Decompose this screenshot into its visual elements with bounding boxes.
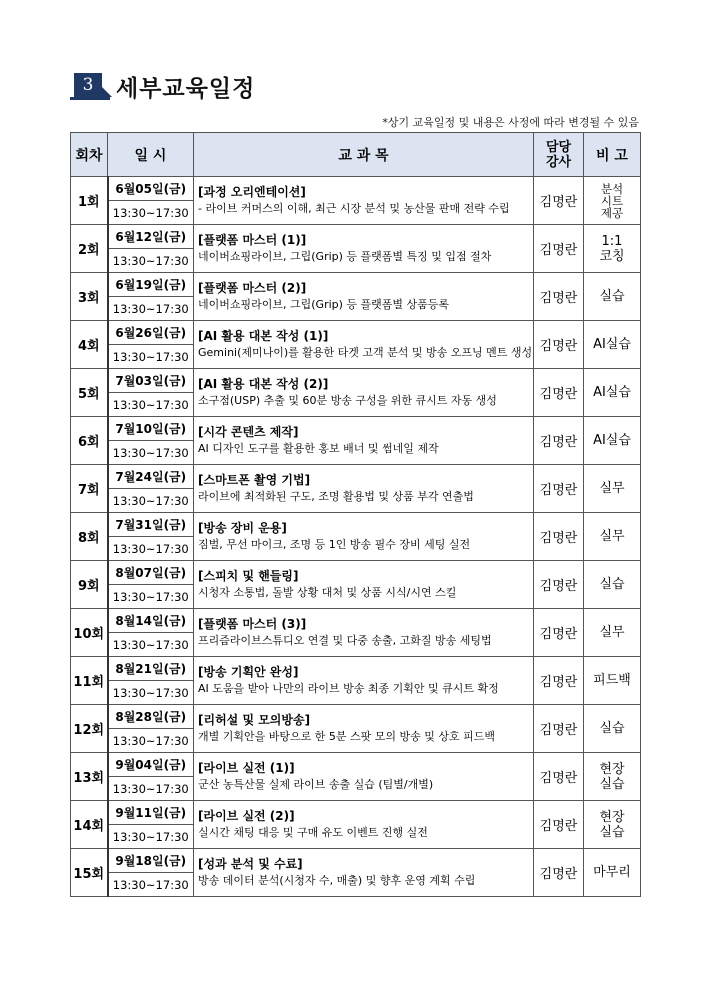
table-row xyxy=(71,177,641,201)
session-content xyxy=(194,609,534,657)
session-desc: 실시간 채팅 대응 및 구매 유도 이벤트 진행 실전 xyxy=(198,826,428,839)
session-date: 8월21일(금) xyxy=(108,657,194,681)
session-remark: 실습 xyxy=(584,273,641,321)
session-time: 13:30~17:30 xyxy=(108,777,194,801)
session-lecturer: 김명란 xyxy=(534,465,584,513)
table-row xyxy=(71,321,641,345)
session-date: 9월11일(금) xyxy=(108,801,194,825)
session-desc: 소구점(USP) 추출 및 60분 방송 구성을 위한 큐시트 자동 생성 xyxy=(198,394,497,407)
session-lecturer: 김명란 xyxy=(534,513,584,561)
session-time: 13:30~17:30 xyxy=(108,201,194,225)
session-lecturer: 김명란 xyxy=(534,801,584,849)
table-row xyxy=(71,705,641,729)
session-content xyxy=(194,321,534,369)
session-remark: 실무 xyxy=(584,513,641,561)
session-desc: 프리즘라이브스튜디오 연결 및 다중 송출, 고화질 방송 세팅법 xyxy=(198,634,492,647)
session-date: 6월19일(금) xyxy=(108,273,194,297)
session-time: 13:30~17:30 xyxy=(108,873,194,897)
session-title: [성과 분석 및 수료] xyxy=(198,857,303,871)
schedule-body xyxy=(71,177,641,897)
session-date: 9월18일(금) xyxy=(108,849,194,873)
session-lecturer: 김명란 xyxy=(534,225,584,273)
session-title: [스피치 및 핸들링] xyxy=(198,569,299,583)
session-content xyxy=(194,177,534,225)
session-date: 7월03일(금) xyxy=(108,369,194,393)
session-desc: 네이버쇼핑라이브, 그립(Grip) 등 플랫폼별 상품등록 xyxy=(198,298,450,311)
session-desc: 네이버쇼핑라이브, 그립(Grip) 등 플랫폼별 특징 및 입점 절차 xyxy=(198,250,492,263)
session-content xyxy=(194,273,534,321)
session-round: 9회 xyxy=(71,561,108,609)
session-lecturer: 김명란 xyxy=(534,177,584,225)
session-date: 6월12일(금) xyxy=(108,225,194,249)
table-row xyxy=(71,465,641,489)
session-round: 4회 xyxy=(71,321,108,369)
session-time: 13:30~17:30 xyxy=(108,825,194,849)
session-lecturer: 김명란 xyxy=(534,849,584,897)
session-desc: Gemini(제미나이)를 활용한 타겟 고객 분석 및 방송 오프닝 멘트 생성 xyxy=(198,346,533,359)
session-time: 13:30~17:30 xyxy=(108,297,194,321)
session-remark: 실무 xyxy=(584,609,641,657)
session-round: 15회 xyxy=(71,849,108,897)
session-remark: 피드백 xyxy=(584,657,641,705)
session-round: 6회 xyxy=(71,417,108,465)
session-round: 10회 xyxy=(71,609,108,657)
session-title: [시각 콘텐츠 제작] xyxy=(198,425,299,439)
session-lecturer: 김명란 xyxy=(534,273,584,321)
header-lecturer-line1: 담당 xyxy=(545,139,572,155)
header-lecturer xyxy=(534,133,584,177)
session-lecturer: 김명란 xyxy=(534,753,584,801)
session-time: 13:30~17:30 xyxy=(108,249,194,273)
session-time: 13:30~17:30 xyxy=(108,345,194,369)
session-lecturer: 김명란 xyxy=(534,321,584,369)
table-row xyxy=(71,801,641,825)
schedule-table xyxy=(70,132,641,897)
session-date: 6월05일(금) xyxy=(108,177,194,201)
session-round: 13회 xyxy=(71,753,108,801)
session-content xyxy=(194,657,534,705)
header-subject: 교 과 목 xyxy=(194,133,534,177)
session-title: [플랫폼 마스터 (2)] xyxy=(198,281,307,295)
session-content xyxy=(194,225,534,273)
session-content xyxy=(194,417,534,465)
session-title: [AI 활용 대본 작성 (2)] xyxy=(198,377,329,391)
session-time: 13:30~17:30 xyxy=(108,441,194,465)
session-round: 3회 xyxy=(71,273,108,321)
session-remark: 마무리 xyxy=(584,849,641,897)
session-title: [방송 장비 운용] xyxy=(198,521,287,535)
session-remark: 실무 xyxy=(584,465,641,513)
section-number-arrow-icon xyxy=(102,87,112,97)
session-time: 13:30~17:30 xyxy=(108,633,194,657)
session-content xyxy=(194,561,534,609)
session-title: [라이브 실전 (1)] xyxy=(198,761,295,775)
session-time: 13:30~17:30 xyxy=(108,537,194,561)
session-time: 13:30~17:30 xyxy=(108,585,194,609)
session-title: [방송 기획안 완성] xyxy=(198,665,299,679)
session-desc: AI 디자인 도구를 활용한 홍보 배너 및 썸네일 제작 xyxy=(198,442,439,455)
session-desc: 방송 데이터 분석(시청자 수, 매출) 및 향후 운영 계획 수립 xyxy=(198,874,476,887)
table-row xyxy=(71,561,641,585)
section-number: 3 xyxy=(74,73,102,97)
session-title: [과정 오리엔테이션] xyxy=(198,185,306,199)
session-date: 7월24일(금) xyxy=(108,465,194,489)
session-remark: 현장 실습 xyxy=(584,801,641,849)
session-date: 8월28일(금) xyxy=(108,705,194,729)
header-lecturer-line2: 강사 xyxy=(545,154,572,170)
session-remark: 1:1 코칭 xyxy=(584,225,641,273)
session-title: [AI 활용 대본 작성 (1)] xyxy=(198,329,329,343)
session-desc: 군산 농특산물 실제 라이브 송출 실습 (팀별/개별) xyxy=(198,778,434,791)
session-date: 8월07일(금) xyxy=(108,561,194,585)
session-time: 13:30~17:30 xyxy=(108,681,194,705)
session-content xyxy=(194,849,534,897)
session-desc: - 라이브 커머스의 이해, 최근 시장 분석 및 농산물 판매 전략 수립 xyxy=(198,202,510,215)
session-title: [스마트폰 촬영 기법] xyxy=(198,473,311,487)
table-row xyxy=(71,513,641,537)
session-lecturer: 김명란 xyxy=(534,369,584,417)
session-round: 5회 xyxy=(71,369,108,417)
session-desc: 짐벌, 무선 마이크, 조명 등 1인 방송 필수 장비 세팅 실전 xyxy=(198,538,471,551)
session-desc: 라이브에 최적화된 구도, 조명 활용법 및 상품 부각 연출법 xyxy=(198,490,474,503)
table-row xyxy=(71,417,641,441)
session-remark: AI실습 xyxy=(584,369,641,417)
session-lecturer: 김명란 xyxy=(534,609,584,657)
session-title: [플랫폼 마스터 (3)] xyxy=(198,617,307,631)
schedule-note: *상기 교육일정 및 내용은 사정에 따라 변경될 수 있음 xyxy=(382,116,639,129)
session-date: 7월31일(금) xyxy=(108,513,194,537)
session-lecturer: 김명란 xyxy=(534,417,584,465)
section-number-underline xyxy=(70,97,110,100)
session-date: 6월26일(금) xyxy=(108,321,194,345)
session-date: 7월10일(금) xyxy=(108,417,194,441)
session-remark: 분석 시트 제공 xyxy=(584,177,641,225)
table-row xyxy=(71,849,641,873)
session-desc: 개별 기획안을 바탕으로 한 5분 스팟 모의 방송 및 상호 피드백 xyxy=(198,730,495,743)
table-row xyxy=(71,369,641,393)
section-title: 세부교육일정 xyxy=(116,76,256,102)
session-lecturer: 김명란 xyxy=(534,657,584,705)
session-round: 1회 xyxy=(71,177,108,225)
session-content xyxy=(194,705,534,753)
session-remark: AI실습 xyxy=(584,417,641,465)
table-row xyxy=(71,273,641,297)
session-remark: AI실습 xyxy=(584,321,641,369)
session-date: 8월14일(금) xyxy=(108,609,194,633)
session-time: 13:30~17:30 xyxy=(108,489,194,513)
session-content xyxy=(194,513,534,561)
session-date: 9월04일(금) xyxy=(108,753,194,777)
session-content xyxy=(194,801,534,849)
session-content xyxy=(194,753,534,801)
session-title: [라이브 실전 (2)] xyxy=(198,809,295,823)
session-remark: 실습 xyxy=(584,705,641,753)
table-row xyxy=(71,753,641,777)
header-round: 회차 xyxy=(71,133,108,177)
session-lecturer: 김명란 xyxy=(534,705,584,753)
header-remark: 비 고 xyxy=(584,133,641,177)
session-title: [리허설 및 모의방송] xyxy=(198,713,311,727)
session-remark: 실습 xyxy=(584,561,641,609)
session-desc: 시청자 소통법, 돌발 상황 대처 및 상품 시식/시연 스킬 xyxy=(198,586,457,599)
session-desc: AI 도움을 받아 나만의 라이브 방송 최종 기획안 및 큐시트 확정 xyxy=(198,682,499,695)
table-row xyxy=(71,609,641,633)
table-header-row xyxy=(71,133,641,177)
session-round: 2회 xyxy=(71,225,108,273)
session-time: 13:30~17:30 xyxy=(108,729,194,753)
session-round: 7회 xyxy=(71,465,108,513)
session-time: 13:30~17:30 xyxy=(108,393,194,417)
session-remark: 현장 실습 xyxy=(584,753,641,801)
table-row xyxy=(71,225,641,249)
session-round: 11회 xyxy=(71,657,108,705)
session-round: 14회 xyxy=(71,801,108,849)
section-header xyxy=(70,70,650,104)
header-datetime: 일 시 xyxy=(108,133,194,177)
session-content xyxy=(194,369,534,417)
session-title: [플랫폼 마스터 (1)] xyxy=(198,233,307,247)
table-row xyxy=(71,657,641,681)
session-round: 8회 xyxy=(71,513,108,561)
session-round: 12회 xyxy=(71,705,108,753)
session-content xyxy=(194,465,534,513)
session-lecturer: 김명란 xyxy=(534,561,584,609)
